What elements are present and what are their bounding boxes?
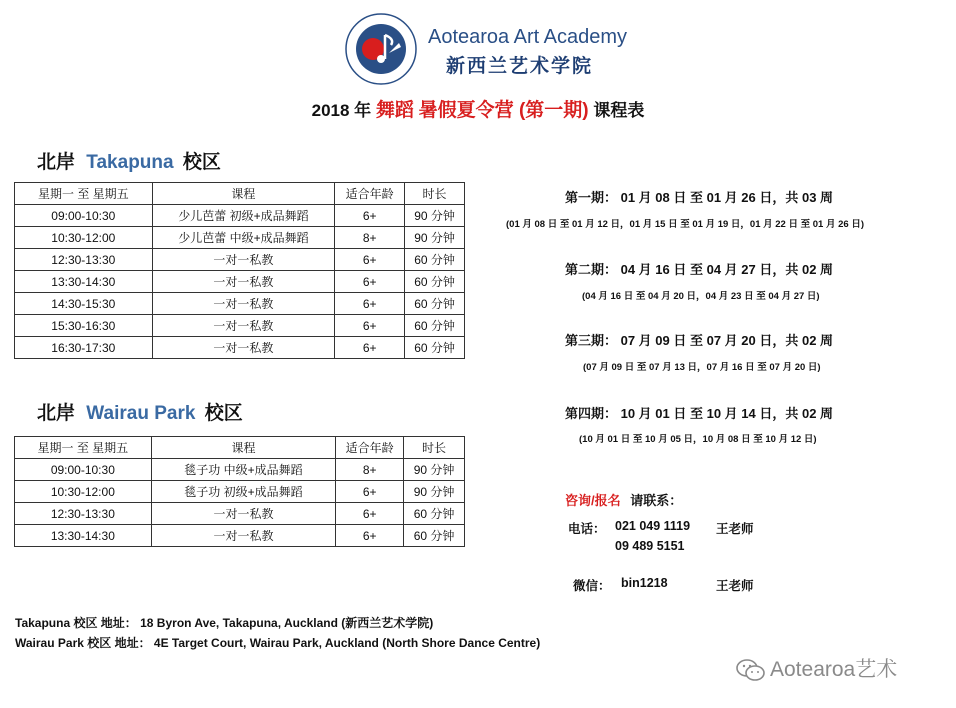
duration-cell: 60 分钟 [405, 293, 465, 315]
column-header: 星期一 至 星期五 [15, 437, 152, 459]
age-cell: 6+ [335, 271, 405, 293]
course-cell: 少儿芭蕾 中级+成品舞蹈 [152, 227, 335, 249]
course-cell: 少儿芭蕾 初级+成品舞蹈 [152, 205, 335, 227]
watermark-text: Aotearoa艺术 [770, 658, 898, 681]
table-header-row [15, 437, 465, 459]
teacher-name: 王老师 [716, 579, 754, 593]
campus-suffix: 校区 [182, 152, 221, 173]
course-cell: 毯子功 中级+成品舞蹈 [151, 459, 336, 481]
time-cell: 12:30-13:30 [15, 249, 153, 271]
campus-heading-wairau-park [37, 398, 243, 425]
column-header: 时长 [405, 183, 465, 205]
period-2-detail: (04 月 16 日 至 04 月 20 日，04 月 23 日 至 04 月 27 日) [582, 291, 820, 302]
time-cell: 15:30-16:30 [15, 315, 153, 337]
table-row [15, 503, 465, 525]
title-year: 2018 年 [311, 101, 372, 120]
period-4-label: 第四期： 10 月 01 日 至 10 月 14 日，共 02 周 [565, 406, 834, 421]
campus-name: Takapuna [86, 152, 174, 173]
campus-name: Wairau Park [86, 403, 196, 424]
time-cell: 13:30-14:30 [15, 271, 153, 293]
academy-name-cn: 新西兰艺术学院 [446, 56, 594, 77]
course-cell: 毯子功 初级+成品舞蹈 [151, 481, 336, 503]
table-row [15, 459, 465, 481]
schedule-table-wairau-park [14, 436, 465, 547]
address-wairau-park: Wairau Park 校区 地址： 4E Target Court, Wairau Park, Auckland (North Shore Dance Centre) [15, 636, 541, 650]
column-header: 适合年龄 [336, 437, 404, 459]
column-header: 适合年龄 [335, 183, 405, 205]
course-cell: 一对一私教 [152, 271, 335, 293]
duration-cell: 60 分钟 [405, 271, 465, 293]
age-cell: 6+ [336, 525, 404, 547]
age-cell: 6+ [335, 315, 405, 337]
table-row [15, 337, 465, 359]
table-row [15, 293, 465, 315]
course-cell: 一对一私教 [152, 249, 335, 271]
contact-heading [565, 490, 682, 509]
duration-cell: 60 分钟 [405, 315, 465, 337]
time-cell: 10:30-12:00 [15, 481, 152, 503]
title-camp: 暑假夏令营 (第一期) [418, 100, 589, 121]
duration-cell: 90 分钟 [405, 205, 465, 227]
table-row [15, 205, 465, 227]
page-title [0, 95, 956, 122]
time-cell: 09:00-10:30 [15, 205, 153, 227]
phone-label: 电话： [568, 522, 606, 536]
wechat-icon [736, 658, 766, 682]
table-row [15, 271, 465, 293]
phone-number-2: 09 489 5151 [615, 539, 685, 553]
duration-cell: 60 分钟 [404, 525, 465, 547]
course-cell: 一对一私教 [152, 315, 335, 337]
wechat-label: 微信： [573, 579, 611, 593]
duration-cell: 90 分钟 [404, 481, 465, 503]
table-row [15, 481, 465, 503]
teacher-name: 王老师 [716, 522, 754, 536]
period-1-label: 第一期： 01 月 08 日 至 01 月 26 日，共 03 周 [565, 190, 834, 205]
wechat-id: bin1218 [621, 576, 668, 590]
time-cell: 16:30-17:30 [15, 337, 153, 359]
course-cell: 一对一私教 [151, 525, 336, 547]
wechat-watermark [736, 653, 897, 683]
campus-suffix: 校区 [204, 403, 243, 424]
title-subject: 舞蹈 [375, 100, 414, 121]
course-cell: 一对一私教 [152, 293, 335, 315]
campus-heading-takapuna [37, 147, 221, 174]
academy-name-en: Aotearoa Art Academy [428, 26, 628, 48]
contact-heading-rest: 请联系： [630, 493, 683, 508]
age-cell: 6+ [336, 481, 404, 503]
academy-logo [345, 13, 417, 85]
age-cell: 6+ [335, 337, 405, 359]
period-3-detail: (07 月 09 日 至 07 月 13 日，07 月 16 日 至 07 月 20 日) [583, 362, 821, 373]
contact-heading-red: 咨询/报名 [565, 493, 621, 508]
column-header: 星期一 至 星期五 [15, 183, 153, 205]
column-header: 时长 [404, 437, 465, 459]
period-2-label: 第二期： 04 月 16 日 至 04 月 27 日，共 02 周 [565, 262, 834, 277]
table-row [15, 249, 465, 271]
time-cell: 13:30-14:30 [15, 525, 152, 547]
duration-cell: 60 分钟 [405, 337, 465, 359]
period-1-detail: (01 月 08 日 至 01 月 12 日，01 月 15 日 至 01 月 19 日，01 月 22 日 至 01 月 26 日) [506, 219, 864, 230]
table-header-row [15, 183, 465, 205]
time-cell: 10:30-12:00 [15, 227, 153, 249]
duration-cell: 90 分钟 [405, 227, 465, 249]
phone-number-1: 021 049 1119 [615, 519, 691, 533]
column-header: 课程 [152, 183, 335, 205]
period-3-label: 第三期： 07 月 09 日 至 07 月 20 日，共 02 周 [565, 333, 834, 348]
duration-cell: 60 分钟 [404, 503, 465, 525]
period-4-detail: (10 月 01 日 至 10 月 05 日，10 月 08 日 至 10 月 12 日) [579, 434, 817, 445]
course-cell: 一对一私教 [152, 337, 335, 359]
title-suffix: 课程表 [593, 101, 645, 120]
schedule-table-takapuna [14, 182, 465, 359]
age-cell: 8+ [336, 459, 404, 481]
campus-prefix: 北岸 [37, 152, 76, 173]
age-cell: 6+ [335, 205, 405, 227]
campus-prefix: 北岸 [37, 403, 76, 424]
course-cell: 一对一私教 [151, 503, 336, 525]
time-cell: 12:30-13:30 [15, 503, 152, 525]
duration-cell: 90 分钟 [404, 459, 465, 481]
column-header: 课程 [151, 437, 336, 459]
table-row [15, 315, 465, 337]
duration-cell: 60 分钟 [405, 249, 465, 271]
age-cell: 8+ [335, 227, 405, 249]
address-takapuna: Takapuna 校区 地址： 18 Byron Ave, Takapuna, Auckland (新西兰艺术学院) [15, 616, 434, 630]
age-cell: 6+ [335, 293, 405, 315]
age-cell: 6+ [335, 249, 405, 271]
table-row [15, 227, 465, 249]
age-cell: 6+ [336, 503, 404, 525]
table-row [15, 525, 465, 547]
time-cell: 14:30-15:30 [15, 293, 153, 315]
time-cell: 09:00-10:30 [15, 459, 152, 481]
